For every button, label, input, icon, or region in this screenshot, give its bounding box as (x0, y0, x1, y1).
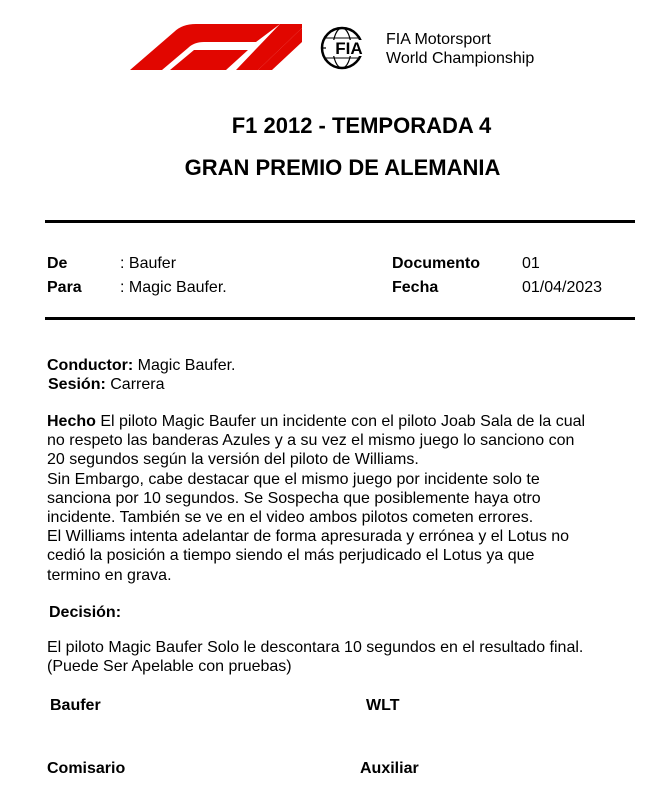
session-value: Carrera (105, 376, 165, 393)
facts-label: Hecho (47, 413, 96, 430)
fia-title (386, 30, 534, 68)
decision-label: Decisión: (49, 604, 122, 621)
bottom-divider (45, 317, 635, 320)
facts-line: incidente. También se ve en el video ambos pilotos cometen errores. (47, 509, 534, 527)
decision-paragraph (47, 638, 647, 676)
facts-line: no respeto las banderas Azules y a su vez el mismo juego lo sanciono con (47, 432, 575, 450)
fia-title-line1: FIA Motorsport (386, 31, 491, 48)
driver-line (47, 356, 235, 375)
session-label: Sesión: (48, 376, 106, 393)
facts-line: 20 segundos según la versión del piloto de Williams. (47, 451, 419, 469)
signature-right-name: WLT (366, 697, 400, 714)
fia-logo-text: FIA (335, 39, 363, 58)
fia-title-line2: World Championship (386, 50, 535, 67)
facts-line: El piloto Magic Baufer un incidente con el piloto Joab Sala de la cual (95, 413, 586, 430)
signature-right-role: Auxiliar (360, 760, 419, 777)
facts-line: cedió la posición a tiempo siendo el más perjudicado el Lotus ya que (47, 547, 535, 565)
from-label: De (47, 255, 68, 272)
to-value: : Magic Baufer. (120, 279, 227, 296)
facts-line: termino en grava. (47, 566, 172, 584)
signature-left-role: Comisario (47, 760, 126, 777)
decision-line: (Puede Ser Apelable con pruebas) (47, 658, 292, 676)
from-value: : Baufer (120, 255, 177, 272)
season-title: F1 2012 - TEMPORADA 4 (231, 113, 492, 138)
date-value: 01/04/2023 (522, 279, 603, 296)
facts-line: sanciona por 10 segundos. Se Sospecha que posiblemente haya otro (47, 489, 541, 507)
to-label: Para (47, 279, 82, 296)
facts-paragraph (47, 412, 647, 585)
top-divider (45, 220, 635, 223)
date-label: Fecha (392, 279, 439, 296)
signature-left-name: Baufer (50, 697, 101, 714)
facts-line: Sin Embargo, cabe destacar que el mismo juego por incidente solo te (47, 470, 540, 488)
race-title: GRAN PREMIO DE ALEMANIA (184, 155, 501, 180)
session-line (48, 375, 164, 394)
driver-value: Magic Baufer. (133, 357, 236, 374)
f1-logo-icon (130, 24, 302, 70)
decision-line: El piloto Magic Baufer Solo le descontara 10 segundos en el resultado final. (47, 639, 584, 656)
facts-line: El Williams intenta adelantar de forma apresurada y errónea y el Lotus no (47, 528, 570, 546)
fia-globe-logo-icon (320, 26, 382, 70)
document-label: Documento (392, 255, 480, 272)
driver-label: Conductor: (47, 357, 134, 374)
document-value: 01 (522, 255, 540, 272)
